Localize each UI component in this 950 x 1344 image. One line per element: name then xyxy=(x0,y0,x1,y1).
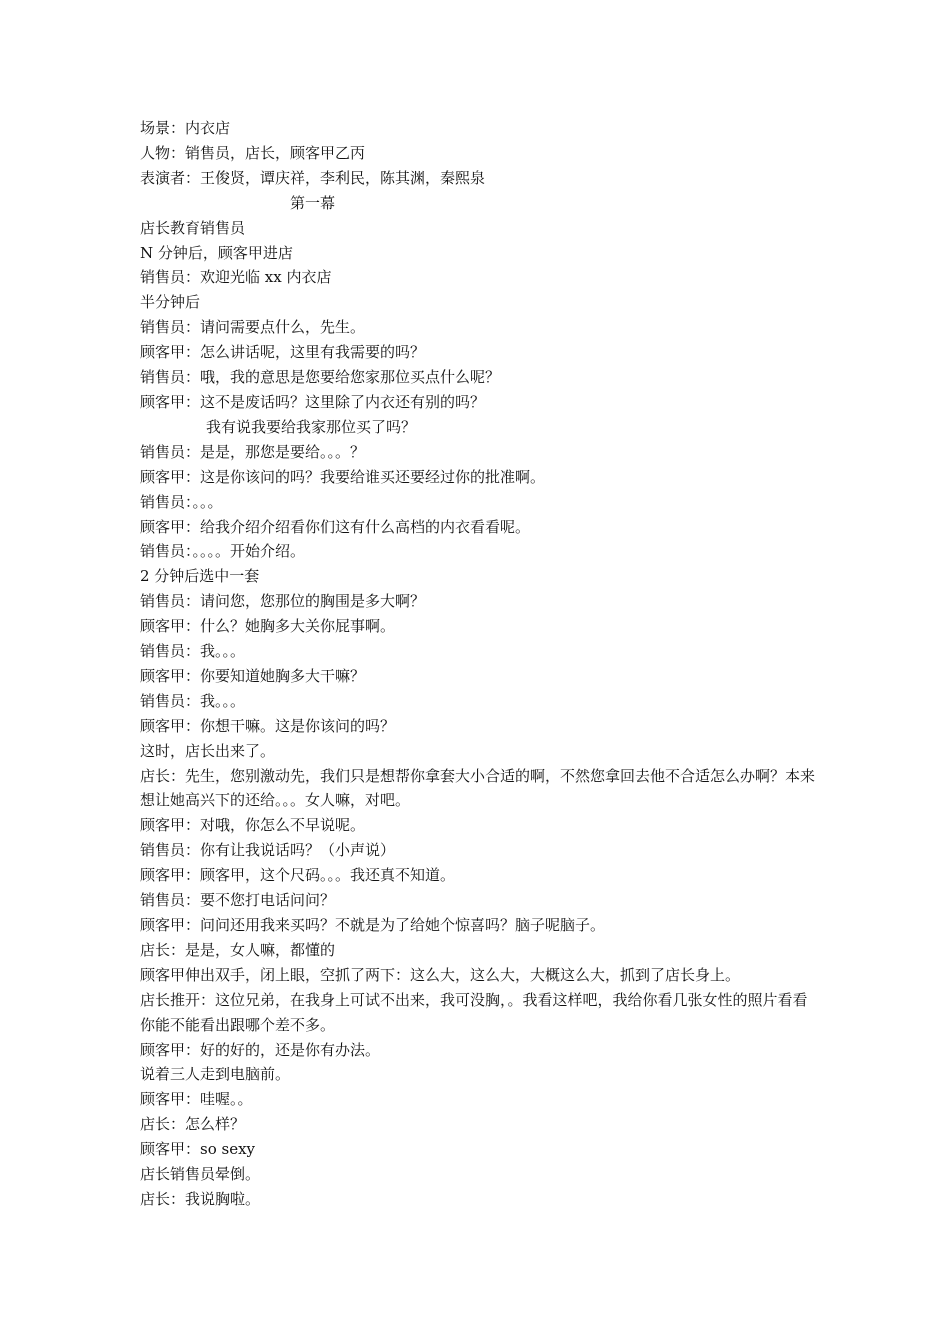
script-line: 顾客甲：这是你该问的吗？我要给谁买还要经过你的批准啊。 xyxy=(140,467,546,486)
characters-line: 人物：销售员，店长，顾客甲乙丙 xyxy=(140,143,366,162)
script-line: 店长：怎么样？ xyxy=(140,1115,246,1134)
scene-line: 场景：内衣店 xyxy=(140,119,231,137)
script-line: 2 分钟后选中一套 xyxy=(140,567,260,586)
script-line: N 分钟后，顾客甲进店 xyxy=(140,243,293,262)
script-line: 销售员：。。。 xyxy=(140,492,223,511)
script-line: 顾客甲：问问还用我来买吗？不就是为了给她个惊喜吗？脑子呢脑子。 xyxy=(140,916,606,934)
performers-line: 表演者：王俊贤，谭庆祥，李利民，陈其渊，秦熙泉 xyxy=(140,168,486,187)
script-line: 顾客甲：这不是废话吗？这里除了内衣还有别的吗？ xyxy=(140,392,486,411)
script-line: 销售员：欢迎光临 xx 内衣店 xyxy=(140,268,332,287)
script-line: 销售员：你有让我说话吗？（小声说） xyxy=(140,841,396,860)
script-line: 顾客甲：哇喔。。 xyxy=(140,1090,253,1109)
script-line: 顾客甲：对哦，你怎么不早说呢。 xyxy=(140,816,366,835)
script-line: 顾客甲：怎么讲话呢，这里有我需要的吗？ xyxy=(140,343,426,362)
script-line: 销售员：我。。。 xyxy=(140,642,246,661)
script-line: 店长教育销售员 xyxy=(140,218,246,237)
script-line: 销售员：要不您打电话问问？ xyxy=(140,891,336,910)
script-line: 我有说我要给我家那位买了吗？ xyxy=(206,417,417,436)
script-line: 顾客甲：你想干嘛。这是你该问的吗？ xyxy=(140,716,396,735)
script-line: 店长：是是，女人嘛，都懂的 xyxy=(140,940,336,959)
script-line: 销售员：是是，那您是要给。。。？ xyxy=(140,442,366,461)
document-body xyxy=(140,116,820,1212)
script-line: 这时，店长出来了。 xyxy=(140,741,276,760)
script-line: 顾客甲：好的好的，还是你有办法。 xyxy=(140,1040,381,1059)
script-line: 顾客甲伸出双手，闭上眼，空抓了两下：这么大，这么大，大概这么大，抓到了店长身上。 xyxy=(140,965,741,984)
script-line: 顾客甲：so sexy xyxy=(140,1140,256,1159)
script-line: 顾客甲：给我介绍介绍看你们这有什么高档的内衣看看呢。 xyxy=(140,517,531,536)
script-line: 说着三人走到电脑前。 xyxy=(140,1065,291,1084)
script-line: 店长销售员晕倒。 xyxy=(140,1165,261,1184)
script-line: 销售员：。。。。开始介绍。 xyxy=(140,542,306,561)
script-line: 半分钟后 xyxy=(140,293,201,312)
script-line: 店长：我说胸啦。 xyxy=(140,1189,261,1208)
script-line: 店长：先生，您别激动先，我们只是想帮你拿套大小合适的啊，不然您拿回去他不合适怎么办啊？本来想让她高兴下的还给。。。女人嘛，对吧。 xyxy=(140,766,816,810)
script-line: 顾客甲：你要知道她胸多大干嘛？ xyxy=(140,666,366,685)
script-line: 销售员：我。。。 xyxy=(140,691,246,710)
act-title: 第一幕 xyxy=(290,193,336,212)
script-line: 销售员：哦，我的意思是您要给您家那位买点什么呢？ xyxy=(140,368,501,387)
script-line: 顾客甲：顾客甲，这个尺码。。。我还真不知道。 xyxy=(140,866,456,885)
script-line: 销售员：请问您，您那位的胸围是多大啊？ xyxy=(140,592,426,611)
script-line: 店长推开：这位兄弟，在我身上可试不出来，我可没胸，。我看这样吧，我给你看几张女性的照片看看你能不能看出跟哪个差不多。 xyxy=(140,990,808,1034)
script-line: 顾客甲：什么？她胸多大关你屁事啊。 xyxy=(140,617,396,636)
script-line: 销售员：请问需要点什么，先生。 xyxy=(140,318,366,337)
